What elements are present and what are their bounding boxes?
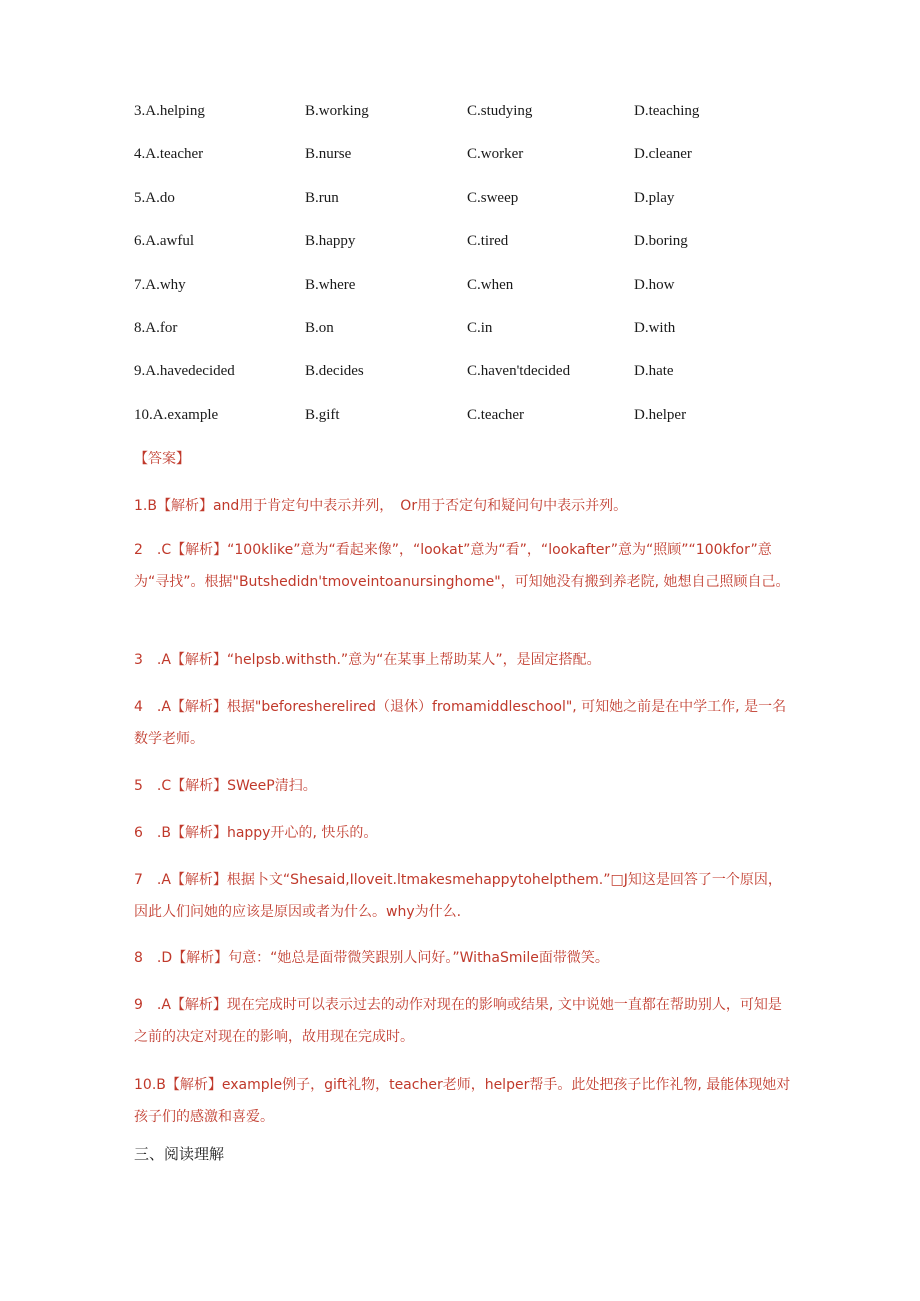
option-c: C.in	[467, 319, 493, 336]
option-b: B.run	[305, 189, 339, 206]
option-d: D.boring	[634, 233, 688, 250]
option-b: B.working	[305, 103, 369, 119]
answer-heading: 【答案】	[134, 451, 190, 467]
option-b: B.gift	[305, 406, 340, 423]
option-c: C.teacher	[467, 406, 525, 423]
option-d: D.how	[634, 276, 675, 293]
answer-explanation-3: 3 .A【解析】“helpsb.withsth.”意为“在某事上帮助某人”，是固定搭配。	[134, 652, 601, 668]
option-d: D.with	[634, 319, 676, 336]
answer-explanation-10: 10.B【解析】example例子，gift礼物，teacher老师，helper帮手。此处把孩子比作礼物, 最能体现她对孩子们的感激和喜爱。	[134, 1077, 791, 1125]
option-row	[134, 358, 814, 401]
option-d: D.cleaner	[634, 146, 692, 163]
option-a: 4.A.teacher	[134, 146, 204, 163]
option-c: C.haven'tdecided	[467, 363, 571, 380]
answer-explanation-4: 4 .A【解析】根据"beforesherelired（退休）fromamiddleschool", 可知她之前是在中学工作, 是一名数学老师。	[134, 699, 787, 747]
option-a: 8.A.for	[134, 319, 178, 336]
option-row	[134, 141, 814, 184]
option-d: D.play	[634, 189, 675, 206]
option-c: C.worker	[467, 146, 524, 163]
answer-explanation-6: 6 .B【解析】happy开心的, 快乐的。	[134, 825, 378, 841]
option-a: 9.A.havedecided	[134, 363, 235, 380]
option-row	[134, 185, 814, 228]
option-a: 3.A.helping	[134, 103, 205, 119]
option-b: B.decides	[305, 363, 364, 380]
choice-options	[134, 98, 814, 445]
option-d: D.helper	[634, 406, 687, 423]
option-row	[134, 272, 814, 315]
option-row	[134, 402, 814, 445]
option-b: B.on	[305, 319, 334, 336]
option-row	[134, 315, 814, 358]
answer-explanation-8: 8 .D【解析】句意：“她总是面带微笑跟别人问好。”WithaSmile面带微笑。	[134, 950, 609, 966]
answer-explanation-7: 7 .A【解析】根据卜文“Shesaid,Iloveit.ltmakesmehappytohelpthem.”□J知这是回答了一个原因，因此人们问她的应该是原因或者为什么。why为什么.	[134, 872, 782, 920]
option-c: C.tired	[467, 233, 509, 250]
answer-explanation-2: 2 .C【解析】“100klike”意为“看起来像”，“lookat”意为“看”，“lookafter”意为“照顾”“100kfor”意为“寻找”。根据"Butshedidn'tmoveintoanursinghome"，可知她没有搬到养老院, 她想自己照顾自己。	[134, 542, 790, 590]
option-c: C.when	[467, 276, 514, 293]
option-a: 5.A.do	[134, 189, 175, 206]
option-row	[134, 98, 814, 141]
option-b: B.happy	[305, 233, 356, 250]
section-title: 三、阅读理解	[134, 1145, 225, 1163]
option-d: D.teaching	[634, 103, 700, 119]
option-d: D.hate	[634, 363, 674, 380]
option-a: 7.A.why	[134, 276, 186, 293]
option-a: 10.A.example	[134, 406, 219, 423]
answer-explanation-1: 1.B【解析】and用于肯定句中表示并列， Or用于否定句和疑问句中表示并列。	[134, 498, 628, 514]
option-a: 6.A.awful	[134, 233, 194, 250]
answer-explanation-5: 5 .C【解析】SWeeP清扫。	[134, 778, 317, 794]
option-c: C.sweep	[467, 189, 519, 206]
option-b: B.nurse	[305, 146, 352, 163]
option-b: B.where	[305, 276, 356, 293]
option-row	[134, 228, 814, 271]
option-c: C.studying	[467, 103, 533, 119]
answer-explanation-9: 9 .A【解析】现在完成时可以表示过去的动作对现在的影响或结果, 文中说她一直都在帮助别人，可知是之前的决定对现在的影响，故用现在完成时。	[134, 997, 782, 1045]
